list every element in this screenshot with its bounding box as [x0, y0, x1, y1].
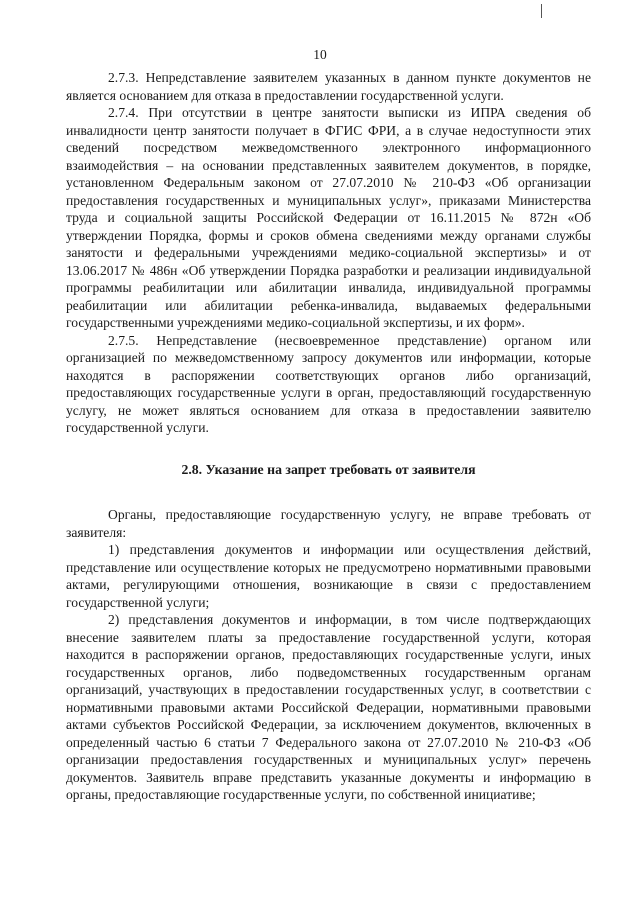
paragraph-2-7-4: 2.7.4. При отсутствии в центре занятости выписки из ИПРА сведения об инвалидности центр занятости получает в ФГИС ФРИ, а в случае недоступности этих сведений посредством межведомственного электронного информационного взаимодействия – на основании представленных заявителем документов, в порядке, установленном Федеральным законом от 27.07.2010 № 210-ФЗ «Об организации предоставления государственных и муниципальных услуг», приказами Министерства труда и социальной защиты Российской Федерации от 16.11.2015 № 872н «Об утверждении Порядка, формы и сроков обмена сведениями между органами службы занятости и федеральными учреждениями медико-социальной экспертизы» и от 13.06.2017 № 486н «Об утверждении Порядка разработки и реализации индивидуальной программы реабилитации или абилитации инвалида, индивидуальной программы реабилитации или абилитации ребенка-инвалида, выдаваемых федеральными государственными учреждениями медико-социальной экспертизы, и их форм». — [66, 105, 591, 330]
paragraph-item-2: 2) представления документов и информации, в том числе подтверждающих внесение заявителем платы за предоставление государственной услуги, которая находится в распоряжении органов, предоставляющих государственные услуги, иных государственных органов, либо подведомственных государственным органам организаций, участвующих в предоставлении государственных услуг, в соответствии с нормативными правовыми актами Российской Федерации, нормативными правовыми актами субъектов Российской Федерации, за исключением документов, включенных в определенный частью 6 статьи 7 Федерального закона от 27.07.2010 № 210-ФЗ «Об организации предоставления государственных и муниципальных услуг» перечень документов. Заявитель вправе представить указанные документы и информацию в органы, предоставляющие государственные услуги, по собственной инициативе; — [66, 612, 591, 802]
page-number: 10 — [313, 47, 327, 62]
spacer — [66, 478, 591, 506]
paragraph-2-7-3: 2.7.3. Непредставление заявителем указанных в данном пункте документов не является основанием для отказа в предоставлении государственной услуги. — [66, 70, 591, 103]
paragraph-item-1: 1) представления документов и информации или осуществления действий, представление или осуществление которых не предусмотрено нормативными правовыми актами, регулирующими отношения, возникающие в связи с предоставлением государственной услуги; — [66, 542, 591, 610]
scan-mark — [541, 4, 542, 18]
paragraph-intro: Органы, предоставляющие государственную услугу, не вправе требовать от заявителя: — [66, 507, 591, 540]
paragraph-2-7-5: 2.7.5. Непредставление (несвоевременное представление) органом или организацией по межведомственному запросу документов или информации, которые находятся в распоряжении соответствующих органов либо организаций, предоставляющих государственные услуги в орган, предоставляющий государственную услугу, не может являться основанием для отказа в предоставлении заявителю государственной услуги. — [66, 332, 591, 435]
spacer — [66, 437, 591, 461]
section-title: 2.8. Указание на запрет требовать от заявителя — [181, 461, 476, 477]
document-body — [66, 69, 591, 804]
